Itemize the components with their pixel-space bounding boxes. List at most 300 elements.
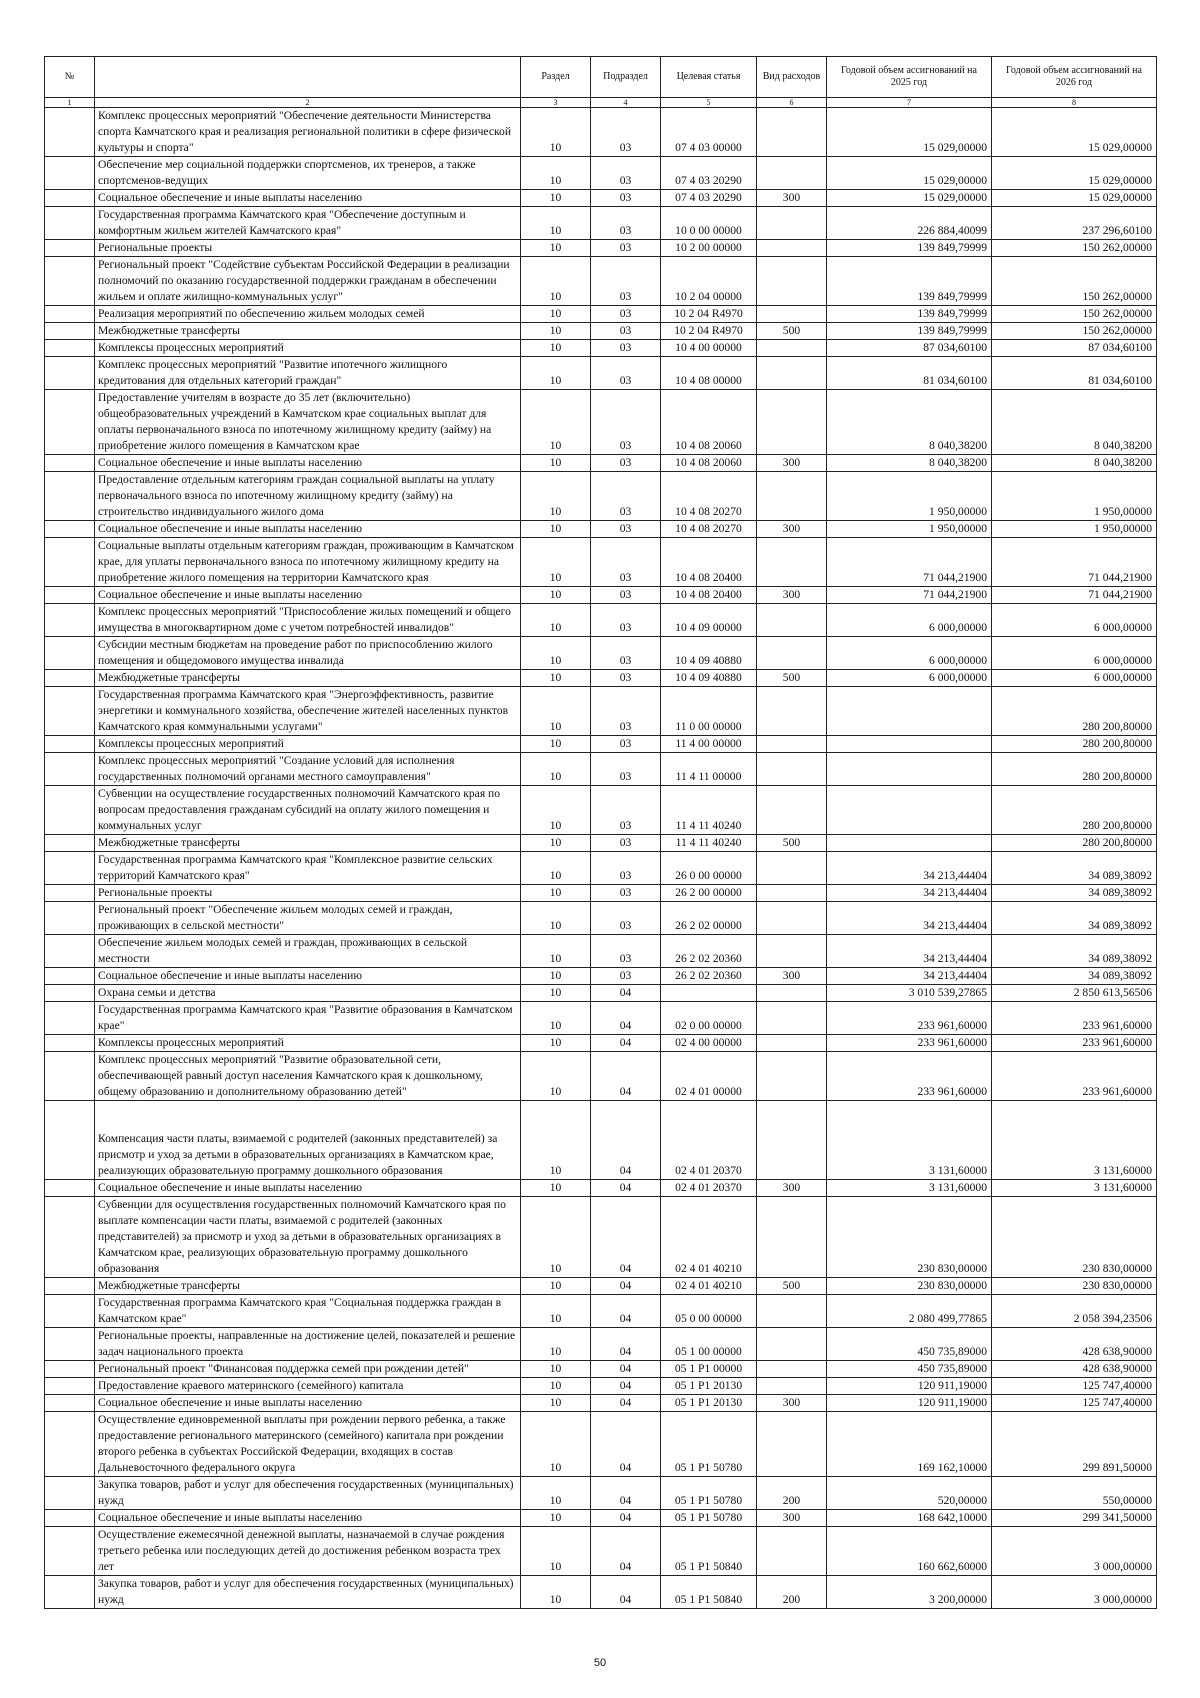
table-row bbox=[45, 357, 1157, 390]
row-expense-type-cell bbox=[757, 157, 827, 190]
row-2026-cell: 125 747,40000 bbox=[992, 1395, 1157, 1412]
row-number-cell bbox=[45, 538, 95, 587]
row-number-cell bbox=[45, 968, 95, 985]
row-name-cell: Субсидии местным бюджетам на проведение работ по приспособлению жилого помещения и общедомового имущества инвалида bbox=[95, 637, 521, 670]
row-expense-type-cell: 300 bbox=[757, 190, 827, 207]
row-2026-cell: 280 200,80000 bbox=[992, 736, 1157, 753]
row-subsection-cell: 04 bbox=[591, 1052, 661, 1101]
column-number-row bbox=[45, 98, 1157, 108]
row-2026-cell: 71 044,21900 bbox=[992, 538, 1157, 587]
row-2026-cell: 2 850 613,56506 bbox=[992, 985, 1157, 1002]
row-name-cell: Социальные выплаты отдельным категориям граждан, проживающим в Камчатском крае, для уплаты первоначального взноса по ипотечному жилищному кредиту на приобретение жилого помещения на территории Камчатского края bbox=[95, 538, 521, 587]
row-number-cell bbox=[45, 835, 95, 852]
row-expense-type-cell bbox=[757, 1002, 827, 1035]
row-section-cell: 10 bbox=[521, 240, 591, 257]
row-name-cell: Социальное обеспечение и иные выплаты населению bbox=[95, 455, 521, 472]
row-2026-cell: 150 262,00000 bbox=[992, 240, 1157, 257]
row-subsection-cell: 03 bbox=[591, 902, 661, 935]
row-section-cell: 10 bbox=[521, 1180, 591, 1197]
header-subsection: Подраздел bbox=[591, 57, 661, 98]
header-target: Целевая статья bbox=[661, 57, 757, 98]
row-section-cell: 10 bbox=[521, 637, 591, 670]
row-2025-cell: 34 213,44404 bbox=[827, 852, 992, 885]
row-2026-cell: 6 000,00000 bbox=[992, 670, 1157, 687]
row-expense-type-cell bbox=[757, 1197, 827, 1278]
row-2026-cell: 150 262,00000 bbox=[992, 257, 1157, 306]
row-subsection-cell: 03 bbox=[591, 670, 661, 687]
table-row bbox=[45, 1412, 1157, 1477]
budget-table-container bbox=[44, 56, 1156, 1609]
row-subsection-cell: 03 bbox=[591, 340, 661, 357]
row-name-cell: Закупка товаров, работ и услуг для обеспечения государственных (муниципальных) нужд bbox=[95, 1576, 521, 1609]
row-name-cell: Социальное обеспечение и иные выплаты населению bbox=[95, 190, 521, 207]
row-expense-type-cell bbox=[757, 1101, 827, 1180]
header-no: № bbox=[45, 57, 95, 98]
row-2026-cell: 1 950,00000 bbox=[992, 472, 1157, 521]
row-target-cell: 10 2 04 R4970 bbox=[661, 323, 757, 340]
row-section-cell: 10 bbox=[521, 753, 591, 786]
row-number-cell bbox=[45, 1395, 95, 1412]
row-2026-cell: 34 089,38092 bbox=[992, 902, 1157, 935]
row-target-cell: 11 4 11 00000 bbox=[661, 753, 757, 786]
row-2026-cell: 87 034,60100 bbox=[992, 340, 1157, 357]
row-section-cell: 10 bbox=[521, 835, 591, 852]
row-target-cell: 05 1 P1 50780 bbox=[661, 1477, 757, 1510]
row-name-cell: Государственная программа Камчатского края "Социальная поддержка граждан в Камчатском крае" bbox=[95, 1295, 521, 1328]
row-number-cell bbox=[45, 902, 95, 935]
row-expense-type-cell: 300 bbox=[757, 1510, 827, 1527]
row-2025-cell bbox=[827, 753, 992, 786]
row-2025-cell: 233 961,60000 bbox=[827, 1002, 992, 1035]
table-row bbox=[45, 885, 1157, 902]
row-2025-cell: 81 034,60100 bbox=[827, 357, 992, 390]
row-section-cell: 10 bbox=[521, 1101, 591, 1180]
table-row bbox=[45, 968, 1157, 985]
row-2025-cell: 71 044,21900 bbox=[827, 538, 992, 587]
row-target-cell: 10 4 08 20400 bbox=[661, 587, 757, 604]
row-2025-cell: 6 000,00000 bbox=[827, 604, 992, 637]
row-section-cell: 10 bbox=[521, 340, 591, 357]
row-2026-cell: 280 200,80000 bbox=[992, 786, 1157, 835]
table-row bbox=[45, 670, 1157, 687]
row-expense-type-cell bbox=[757, 240, 827, 257]
row-2025-cell: 34 213,44404 bbox=[827, 935, 992, 968]
row-expense-type-cell bbox=[757, 1295, 827, 1328]
row-2025-cell: 230 830,00000 bbox=[827, 1278, 992, 1295]
table-row bbox=[45, 1278, 1157, 1295]
row-name-cell: Предоставление краевого материнского (семейного) капитала bbox=[95, 1378, 521, 1395]
budget-table bbox=[44, 56, 1157, 1609]
row-name-cell: Осуществление ежемесячной денежной выплаты, назначаемой в случае рождения третьего ребенка или последующих детей до достижения ребенком возраста трех лет bbox=[95, 1527, 521, 1576]
row-target-cell: 10 4 08 20060 bbox=[661, 390, 757, 455]
header-name bbox=[95, 57, 521, 98]
row-target-cell: 26 2 02 20360 bbox=[661, 968, 757, 985]
row-expense-type-cell bbox=[757, 1378, 827, 1395]
row-expense-type-cell bbox=[757, 340, 827, 357]
row-target-cell: 11 4 11 40240 bbox=[661, 786, 757, 835]
row-subsection-cell: 04 bbox=[591, 1395, 661, 1412]
row-expense-type-cell bbox=[757, 687, 827, 736]
row-section-cell: 10 bbox=[521, 357, 591, 390]
row-section-cell: 10 bbox=[521, 604, 591, 637]
table-row bbox=[45, 455, 1157, 472]
header-2026: Годовой объем ассигнований на 2026 год bbox=[992, 57, 1157, 98]
row-section-cell: 10 bbox=[521, 670, 591, 687]
row-2025-cell: 120 911,19000 bbox=[827, 1378, 992, 1395]
row-subsection-cell: 03 bbox=[591, 257, 661, 306]
row-2026-cell: 6 000,00000 bbox=[992, 604, 1157, 637]
row-expense-type-cell bbox=[757, 257, 827, 306]
table-row bbox=[45, 108, 1157, 157]
row-target-cell: 10 4 08 20400 bbox=[661, 538, 757, 587]
row-subsection-cell: 03 bbox=[591, 108, 661, 157]
row-number-cell bbox=[45, 306, 95, 323]
row-2026-cell: 1 950,00000 bbox=[992, 521, 1157, 538]
row-expense-type-cell: 500 bbox=[757, 1278, 827, 1295]
row-subsection-cell: 03 bbox=[591, 306, 661, 323]
row-name-cell: Реализация мероприятий по обеспечению жильем молодых семей bbox=[95, 306, 521, 323]
row-section-cell: 10 bbox=[521, 538, 591, 587]
row-expense-type-cell: 300 bbox=[757, 1395, 827, 1412]
row-section-cell: 10 bbox=[521, 157, 591, 190]
table-row bbox=[45, 604, 1157, 637]
col-number: 4 bbox=[591, 98, 661, 108]
row-number-cell bbox=[45, 885, 95, 902]
row-name-cell: Региональный проект "Содействие субъектам Российской Федерации в реализации полномочий по оказанию государственной поддержки гражданам в обеспечении жильем и оплате жилищно-коммунальных услуг" bbox=[95, 257, 521, 306]
row-number-cell bbox=[45, 340, 95, 357]
row-2025-cell: 3 200,00000 bbox=[827, 1576, 992, 1609]
col-number: 8 bbox=[992, 98, 1157, 108]
row-subsection-cell: 04 bbox=[591, 1278, 661, 1295]
row-section-cell: 10 bbox=[521, 257, 591, 306]
row-subsection-cell: 03 bbox=[591, 786, 661, 835]
row-section-cell: 10 bbox=[521, 1035, 591, 1052]
row-section-cell: 10 bbox=[521, 902, 591, 935]
row-section-cell: 10 bbox=[521, 985, 591, 1002]
row-section-cell: 10 bbox=[521, 1378, 591, 1395]
row-number-cell bbox=[45, 521, 95, 538]
row-section-cell: 10 bbox=[521, 935, 591, 968]
row-subsection-cell: 03 bbox=[591, 207, 661, 240]
row-section-cell: 10 bbox=[521, 521, 591, 538]
row-section-cell: 10 bbox=[521, 885, 591, 902]
table-row bbox=[45, 472, 1157, 521]
row-2025-cell: 139 849,79999 bbox=[827, 257, 992, 306]
table-row bbox=[45, 1295, 1157, 1328]
row-target-cell: 10 4 08 00000 bbox=[661, 357, 757, 390]
row-name-cell: Межбюджетные трансферты bbox=[95, 1278, 521, 1295]
table-row bbox=[45, 1328, 1157, 1361]
row-subsection-cell: 03 bbox=[591, 157, 661, 190]
row-2025-cell: 168 642,10000 bbox=[827, 1510, 992, 1527]
row-subsection-cell: 03 bbox=[591, 736, 661, 753]
row-name-cell: Обеспечение мер социальной поддержки спортсменов, их тренеров, а также спортсменов-ведущих bbox=[95, 157, 521, 190]
row-expense-type-cell bbox=[757, 736, 827, 753]
row-name-cell: Региональные проекты bbox=[95, 885, 521, 902]
row-expense-type-cell bbox=[757, 207, 827, 240]
table-row bbox=[45, 902, 1157, 935]
table-row bbox=[45, 1002, 1157, 1035]
row-subsection-cell: 03 bbox=[591, 521, 661, 538]
row-expense-type-cell: 500 bbox=[757, 323, 827, 340]
row-2026-cell: 3 131,60000 bbox=[992, 1180, 1157, 1197]
row-name-cell: Социальное обеспечение и иные выплаты населению bbox=[95, 1510, 521, 1527]
row-2025-cell: 233 961,60000 bbox=[827, 1035, 992, 1052]
row-2025-cell: 1 950,00000 bbox=[827, 472, 992, 521]
row-2025-cell: 34 213,44404 bbox=[827, 968, 992, 985]
row-2026-cell: 280 200,80000 bbox=[992, 687, 1157, 736]
row-name-cell: Межбюджетные трансферты bbox=[95, 323, 521, 340]
row-number-cell bbox=[45, 357, 95, 390]
row-name-cell: Социальное обеспечение и иные выплаты населению bbox=[95, 968, 521, 985]
row-target-cell: 11 4 00 00000 bbox=[661, 736, 757, 753]
row-section-cell: 10 bbox=[521, 968, 591, 985]
row-expense-type-cell: 300 bbox=[757, 1180, 827, 1197]
row-section-cell: 10 bbox=[521, 323, 591, 340]
row-target-cell: 05 0 00 00000 bbox=[661, 1295, 757, 1328]
row-2026-cell: 230 830,00000 bbox=[992, 1278, 1157, 1295]
row-expense-type-cell bbox=[757, 786, 827, 835]
row-name-cell: Комплекс процессных мероприятий "Обеспечение деятельности Министерства спорта Камчатского края и реализация региональной политики в сфере физической культуры и спорта" bbox=[95, 108, 521, 157]
row-2026-cell: 6 000,00000 bbox=[992, 637, 1157, 670]
row-2025-cell: 34 213,44404 bbox=[827, 885, 992, 902]
row-2026-cell: 150 262,00000 bbox=[992, 306, 1157, 323]
table-row bbox=[45, 1378, 1157, 1395]
row-target-cell: 10 4 08 20270 bbox=[661, 521, 757, 538]
col-number: 3 bbox=[521, 98, 591, 108]
row-subsection-cell: 04 bbox=[591, 1328, 661, 1361]
row-2026-cell: 299 891,50000 bbox=[992, 1412, 1157, 1477]
row-target-cell: 05 1 P1 20130 bbox=[661, 1395, 757, 1412]
row-subsection-cell: 03 bbox=[591, 935, 661, 968]
row-name-cell: Комплексы процессных мероприятий bbox=[95, 1035, 521, 1052]
row-number-cell bbox=[45, 240, 95, 257]
row-target-cell: 07 4 03 20290 bbox=[661, 190, 757, 207]
row-name-cell: Обеспечение жильем молодых семей и граждан, проживающих в сельской местности bbox=[95, 935, 521, 968]
row-expense-type-cell bbox=[757, 538, 827, 587]
row-2026-cell: 15 029,00000 bbox=[992, 190, 1157, 207]
row-target-cell: 26 2 02 00000 bbox=[661, 902, 757, 935]
row-subsection-cell: 04 bbox=[591, 1510, 661, 1527]
row-2025-cell: 160 662,60000 bbox=[827, 1527, 992, 1576]
row-number-cell bbox=[45, 670, 95, 687]
row-2026-cell: 550,00000 bbox=[992, 1477, 1157, 1510]
row-2025-cell: 6 000,00000 bbox=[827, 637, 992, 670]
row-2025-cell: 139 849,79999 bbox=[827, 240, 992, 257]
row-number-cell bbox=[45, 1477, 95, 1510]
row-2026-cell: 8 040,38200 bbox=[992, 390, 1157, 455]
row-2025-cell: 3 131,60000 bbox=[827, 1180, 992, 1197]
row-expense-type-cell bbox=[757, 1328, 827, 1361]
row-target-cell: 10 4 09 00000 bbox=[661, 604, 757, 637]
row-subsection-cell: 03 bbox=[591, 587, 661, 604]
row-2025-cell: 15 029,00000 bbox=[827, 157, 992, 190]
row-subsection-cell: 03 bbox=[591, 323, 661, 340]
row-2025-cell: 1 950,00000 bbox=[827, 521, 992, 538]
row-name-cell: Государственная программа Камчатского края "Развитие образования в Камчатском крае" bbox=[95, 1002, 521, 1035]
col-number: 6 bbox=[757, 98, 827, 108]
row-2026-cell: 81 034,60100 bbox=[992, 357, 1157, 390]
row-expense-type-cell bbox=[757, 902, 827, 935]
table-row bbox=[45, 390, 1157, 455]
table-row bbox=[45, 1035, 1157, 1052]
row-expense-type-cell bbox=[757, 604, 827, 637]
row-2026-cell: 125 747,40000 bbox=[992, 1378, 1157, 1395]
row-name-cell: Комплекс процессных мероприятий "Развитие образовательной сети, обеспечивающей равный доступ населения Камчатского края к дошкольному, общему образованию и дополнительному образованию детей" bbox=[95, 1052, 521, 1101]
table-row bbox=[45, 587, 1157, 604]
page-number: 50 bbox=[593, 1657, 607, 1669]
row-number-cell bbox=[45, 157, 95, 190]
row-2026-cell: 34 089,38092 bbox=[992, 852, 1157, 885]
row-section-cell: 10 bbox=[521, 1477, 591, 1510]
row-expense-type-cell: 300 bbox=[757, 521, 827, 538]
row-section-cell: 10 bbox=[521, 1576, 591, 1609]
row-section-cell: 10 bbox=[521, 472, 591, 521]
row-2026-cell: 3 000,00000 bbox=[992, 1527, 1157, 1576]
row-target-cell: 05 1 P1 50840 bbox=[661, 1576, 757, 1609]
table-row bbox=[45, 1477, 1157, 1510]
row-2026-cell: 15 029,00000 bbox=[992, 157, 1157, 190]
row-section-cell: 10 bbox=[521, 687, 591, 736]
row-name-cell: Социальное обеспечение и иные выплаты населению bbox=[95, 1180, 521, 1197]
table-row bbox=[45, 835, 1157, 852]
row-expense-type-cell bbox=[757, 1052, 827, 1101]
row-subsection-cell: 03 bbox=[591, 190, 661, 207]
row-2025-cell bbox=[827, 835, 992, 852]
row-2025-cell: 71 044,21900 bbox=[827, 587, 992, 604]
table-row bbox=[45, 985, 1157, 1002]
row-2025-cell: 139 849,79999 bbox=[827, 323, 992, 340]
row-name-cell: Закупка товаров, работ и услуг для обеспечения государственных (муниципальных) нужд bbox=[95, 1477, 521, 1510]
row-expense-type-cell: 200 bbox=[757, 1576, 827, 1609]
row-number-cell bbox=[45, 390, 95, 455]
row-subsection-cell: 04 bbox=[591, 1576, 661, 1609]
row-2026-cell: 237 296,60100 bbox=[992, 207, 1157, 240]
row-number-cell bbox=[45, 1378, 95, 1395]
row-number-cell bbox=[45, 1197, 95, 1278]
row-subsection-cell: 04 bbox=[591, 1180, 661, 1197]
row-2026-cell: 233 961,60000 bbox=[992, 1035, 1157, 1052]
row-number-cell bbox=[45, 985, 95, 1002]
row-2026-cell: 233 961,60000 bbox=[992, 1052, 1157, 1101]
row-number-cell bbox=[45, 1035, 95, 1052]
row-2025-cell: 230 830,00000 bbox=[827, 1197, 992, 1278]
table-row bbox=[45, 1510, 1157, 1527]
row-target-cell: 07 4 03 00000 bbox=[661, 108, 757, 157]
row-subsection-cell: 04 bbox=[591, 1197, 661, 1278]
row-number-cell bbox=[45, 1101, 95, 1180]
row-number-cell bbox=[45, 1510, 95, 1527]
row-expense-type-cell bbox=[757, 472, 827, 521]
row-2025-cell bbox=[827, 736, 992, 753]
table-row bbox=[45, 786, 1157, 835]
row-target-cell: 02 4 00 00000 bbox=[661, 1035, 757, 1052]
row-subsection-cell: 03 bbox=[591, 455, 661, 472]
row-target-cell: 26 2 02 20360 bbox=[661, 935, 757, 968]
row-number-cell bbox=[45, 935, 95, 968]
row-number-cell bbox=[45, 1361, 95, 1378]
row-name-cell: Предоставление учителям в возрасте до 35 лет (включительно) общеобразовательных учреждений в Камчатском крае социальных выплат для оплаты первоначального взноса по ипотечному жилищному кредиту (займу) на приобретение жилого помещения в Камчатском крае bbox=[95, 390, 521, 455]
row-expense-type-cell bbox=[757, 1361, 827, 1378]
row-section-cell: 10 bbox=[521, 786, 591, 835]
row-target-cell: 05 1 00 00000 bbox=[661, 1328, 757, 1361]
row-target-cell: 07 4 03 20290 bbox=[661, 157, 757, 190]
row-target-cell: 10 2 04 R4970 bbox=[661, 306, 757, 323]
row-2026-cell: 150 262,00000 bbox=[992, 323, 1157, 340]
row-expense-type-cell: 200 bbox=[757, 1477, 827, 1510]
row-section-cell: 10 bbox=[521, 190, 591, 207]
row-name-cell: Государственная программа Камчатского края "Энергоэффективность, развитие энергетики и коммунального хозяйства, обеспечение жителей населенных пунктов Камчатского края коммунальными услугами" bbox=[95, 687, 521, 736]
row-2026-cell: 299 341,50000 bbox=[992, 1510, 1157, 1527]
col-number: 7 bbox=[827, 98, 992, 108]
row-target-cell: 26 0 00 00000 bbox=[661, 852, 757, 885]
row-expense-type-cell bbox=[757, 108, 827, 157]
table-row bbox=[45, 1101, 1157, 1180]
row-2025-cell: 233 961,60000 bbox=[827, 1052, 992, 1101]
row-2025-cell bbox=[827, 786, 992, 835]
row-subsection-cell: 04 bbox=[591, 1002, 661, 1035]
row-expense-type-cell bbox=[757, 306, 827, 323]
row-2025-cell: 3 010 539,27865 bbox=[827, 985, 992, 1002]
row-number-cell bbox=[45, 257, 95, 306]
table-row bbox=[45, 1052, 1157, 1101]
row-2026-cell: 428 638,90000 bbox=[992, 1328, 1157, 1361]
row-2026-cell: 34 089,38092 bbox=[992, 968, 1157, 985]
row-name-cell: Комплексы процессных мероприятий bbox=[95, 340, 521, 357]
row-2026-cell: 8 040,38200 bbox=[992, 455, 1157, 472]
row-2026-cell: 3 000,00000 bbox=[992, 1576, 1157, 1609]
row-expense-type-cell: 300 bbox=[757, 968, 827, 985]
row-name-cell: Государственная программа Камчатского края "Комплексное развитие сельских территорий Камчатского края" bbox=[95, 852, 521, 885]
row-section-cell: 10 bbox=[521, 1527, 591, 1576]
row-number-cell bbox=[45, 1052, 95, 1101]
row-2026-cell: 2 058 394,23506 bbox=[992, 1295, 1157, 1328]
table-row bbox=[45, 1527, 1157, 1576]
row-number-cell bbox=[45, 472, 95, 521]
row-subsection-cell: 03 bbox=[591, 240, 661, 257]
row-subsection-cell: 04 bbox=[591, 1035, 661, 1052]
table-row bbox=[45, 1361, 1157, 1378]
row-2025-cell bbox=[827, 687, 992, 736]
row-expense-type-cell bbox=[757, 852, 827, 885]
row-2026-cell: 34 089,38092 bbox=[992, 885, 1157, 902]
row-section-cell: 10 bbox=[521, 108, 591, 157]
table-row bbox=[45, 521, 1157, 538]
row-2026-cell: 71 044,21900 bbox=[992, 587, 1157, 604]
row-expense-type-cell bbox=[757, 885, 827, 902]
row-target-cell: 26 2 00 00000 bbox=[661, 885, 757, 902]
row-target-cell: 10 4 09 40880 bbox=[661, 670, 757, 687]
row-2026-cell: 3 131,60000 bbox=[992, 1101, 1157, 1180]
row-number-cell bbox=[45, 1576, 95, 1609]
table-row bbox=[45, 736, 1157, 753]
row-2025-cell: 15 029,00000 bbox=[827, 190, 992, 207]
row-target-cell: 05 1 P1 50840 bbox=[661, 1527, 757, 1576]
table-row bbox=[45, 190, 1157, 207]
row-2026-cell: 230 830,00000 bbox=[992, 1197, 1157, 1278]
row-expense-type-cell bbox=[757, 637, 827, 670]
row-expense-type-cell bbox=[757, 357, 827, 390]
row-target-cell: 02 4 01 20370 bbox=[661, 1101, 757, 1180]
row-expense-type-cell bbox=[757, 390, 827, 455]
row-subsection-cell: 04 bbox=[591, 985, 661, 1002]
table-row bbox=[45, 1576, 1157, 1609]
row-subsection-cell: 04 bbox=[591, 1477, 661, 1510]
row-target-cell: 10 4 08 20270 bbox=[661, 472, 757, 521]
col-number: 2 bbox=[95, 98, 521, 108]
row-section-cell: 10 bbox=[521, 306, 591, 323]
row-target-cell: 10 4 08 20060 bbox=[661, 455, 757, 472]
